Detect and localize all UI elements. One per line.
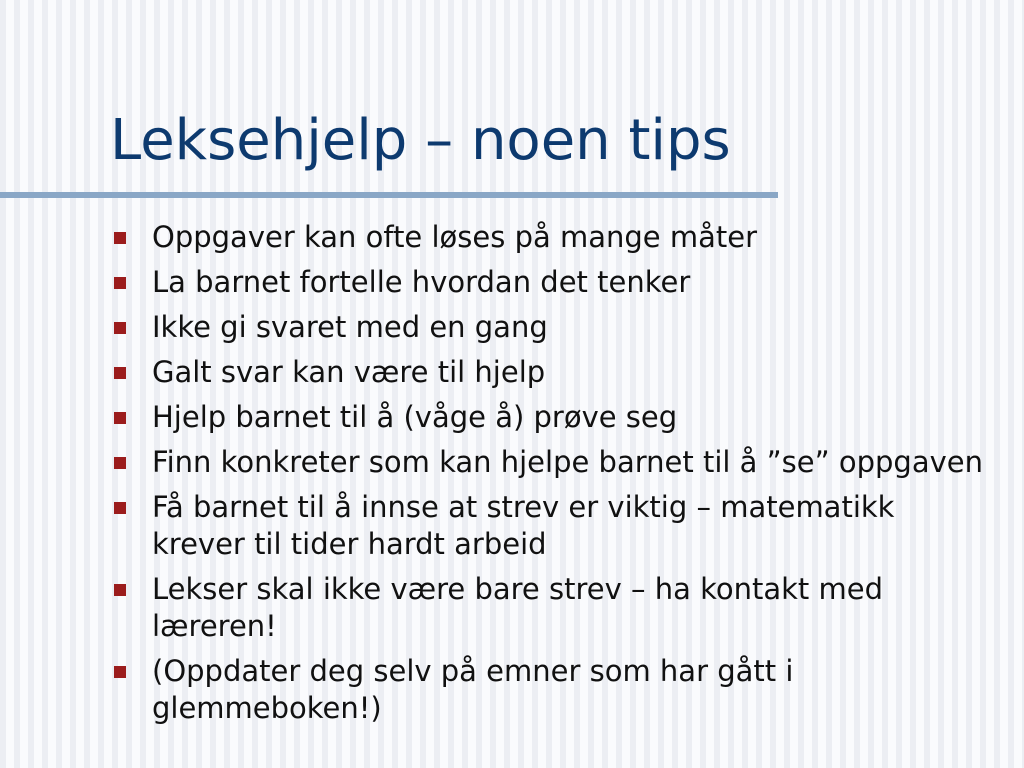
bullet-text: Finn konkreter som kan hjelpe barnet til å ”se” oppgaven [152, 445, 983, 479]
square-bullet-icon [114, 412, 126, 424]
square-bullet-icon [114, 232, 126, 244]
bullet-item [112, 399, 992, 436]
bullet-item [112, 489, 992, 563]
bullet-item [112, 264, 992, 301]
square-bullet-icon [114, 322, 126, 334]
square-bullet-icon [114, 502, 126, 514]
square-bullet-icon [114, 277, 126, 289]
square-bullet-icon [114, 666, 126, 678]
bullet-list [112, 219, 992, 735]
bullet-text: Få barnet til å innse at strev er viktig – matematikk krever til tider hardt arbeid [152, 490, 895, 561]
bullet-item [112, 653, 992, 727]
square-bullet-icon [114, 457, 126, 469]
bullet-item [112, 219, 992, 256]
bullet-text: (Oppdater deg selv på emner som har gått i glemmeboken!) [152, 654, 794, 725]
bullet-item [112, 354, 992, 391]
bullet-text: Hjelp barnet til å (våge å) prøve seg [152, 400, 678, 434]
square-bullet-icon [114, 367, 126, 379]
bullet-text: Ikke gi svaret med en gang [152, 310, 548, 344]
bullet-item [112, 444, 992, 481]
slide-title: Leksehjelp – noen tips [110, 108, 731, 173]
bullet-text: Lekser skal ikke være bare strev – ha kontakt med læreren! [152, 572, 883, 643]
title-divider [0, 192, 778, 198]
bullet-text: La barnet fortelle hvordan det tenker [152, 265, 691, 299]
bullet-text: Oppgaver kan ofte løses på mange måter [152, 220, 757, 254]
bullet-item [112, 571, 992, 645]
square-bullet-icon [114, 584, 126, 596]
bullet-item [112, 309, 992, 346]
bullet-text: Galt svar kan være til hjelp [152, 355, 546, 389]
